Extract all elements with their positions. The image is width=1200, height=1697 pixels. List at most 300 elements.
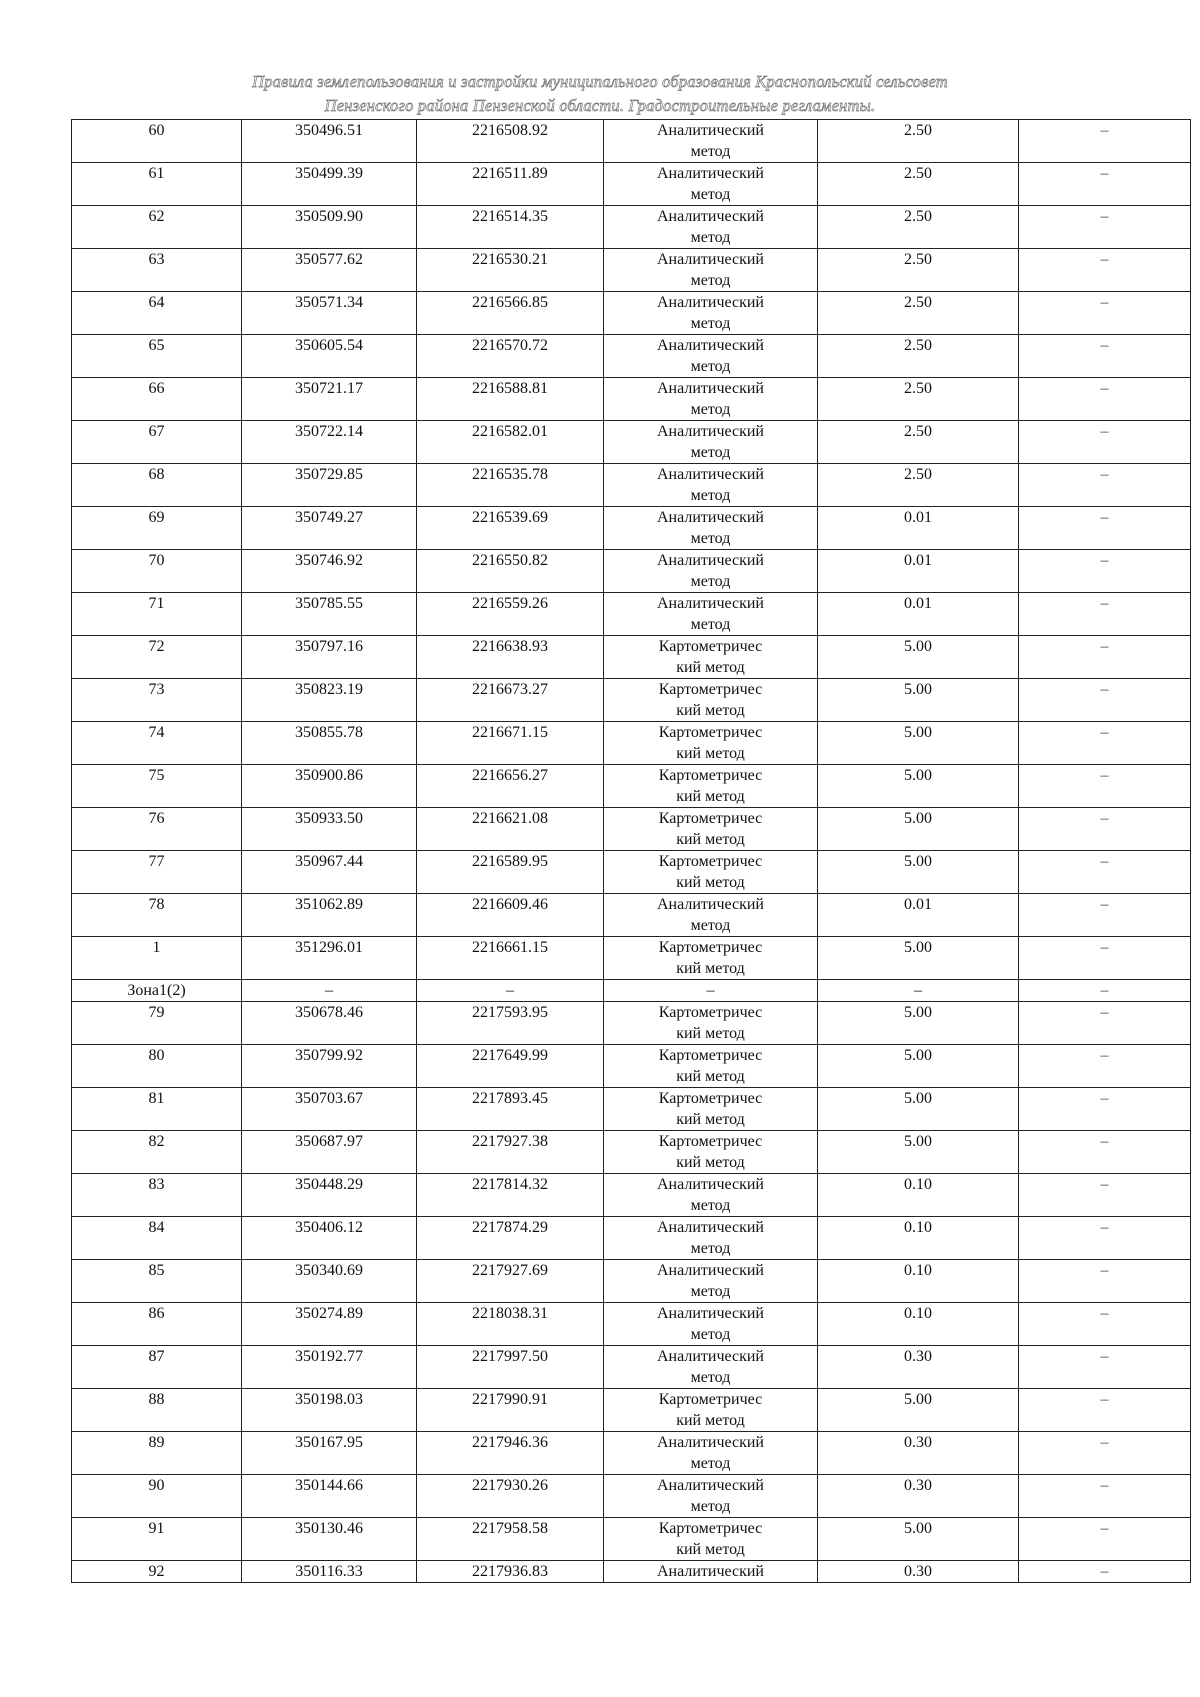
error-cell: 0.01 [818,550,1019,593]
description-cell: – [1019,1045,1191,1088]
x-coordinate-cell: 350577.62 [242,249,417,292]
error-cell: 2.50 [818,464,1019,507]
point-number-cell: 62 [72,206,242,249]
error-cell: 5.00 [818,808,1019,851]
point-number-cell: 77 [72,851,242,894]
method-line-1: Аналитический [656,1219,764,1236]
y-coordinate-cell: 2216582.01 [417,421,604,464]
description-cell: – [1019,894,1191,937]
description-cell: – [1019,1518,1191,1561]
method-cell [604,378,818,421]
description-cell: – [1019,507,1191,550]
method-line-1: Картометричес [658,939,763,956]
method-line-1: Картометричес [658,1391,763,1408]
error-cell: 5.00 [818,1518,1019,1561]
error-cell: 0.30 [818,1432,1019,1475]
table-row [72,1217,1191,1260]
error-cell: 0.01 [818,894,1019,937]
description-cell: – [1019,980,1191,1002]
y-coordinate-cell: 2216508.92 [417,120,604,163]
y-coordinate-cell: 2216566.85 [417,292,604,335]
table-row [72,335,1191,378]
method-cell [604,1518,818,1561]
description-cell: – [1019,722,1191,765]
method-line-2: кий метод [676,960,745,977]
table-row [72,1346,1191,1389]
error-cell: 0.01 [818,507,1019,550]
x-coordinate-cell: 350823.19 [242,679,417,722]
point-number-cell: 76 [72,808,242,851]
description-cell: – [1019,1088,1191,1131]
error-cell: 0.30 [818,1346,1019,1389]
description-cell: – [1019,765,1191,808]
table-row [72,120,1191,163]
y-coordinate-cell: 2216621.08 [417,808,604,851]
method-line-2: метод [690,186,731,203]
table-row [72,1088,1191,1131]
description-cell: – [1019,421,1191,464]
method-cell [604,851,818,894]
method-line-2: кий метод [676,1541,745,1558]
method-line-1: Аналитический [656,208,764,225]
description-cell: – [1019,1131,1191,1174]
y-coordinate-cell: 2216661.15 [417,937,604,980]
table-row [72,980,1191,1002]
method-line-1: Картометричес [658,1090,763,1107]
description-cell: – [1019,163,1191,206]
method-line-1: Аналитический [656,294,764,311]
method-line-1: Картометричес [658,1520,763,1537]
method-line-2: метод [690,1369,731,1386]
error-cell: 2.50 [818,206,1019,249]
method-line-1: Аналитический [656,122,764,139]
error-cell: 5.00 [818,851,1019,894]
table-row [72,163,1191,206]
table-row [72,1475,1191,1518]
y-coordinate-cell: 2217946.36 [417,1432,604,1475]
x-coordinate-cell: 350509.90 [242,206,417,249]
method-line-2: метод [690,917,731,934]
y-coordinate-cell: 2216535.78 [417,464,604,507]
document-header-line-2: Пензенского района Пензенской области. Градостроительные регламенты. [324,96,876,115]
x-coordinate-cell: 350571.34 [242,292,417,335]
method-cell [604,894,818,937]
table-row [72,1518,1191,1561]
method-line-2: кий метод [676,659,745,676]
point-number-cell: 73 [72,679,242,722]
method-line-1: Аналитический [656,595,764,612]
error-cell: 0.30 [818,1475,1019,1518]
point-number-cell: 67 [72,421,242,464]
method-line-2: метод [690,1455,731,1472]
method-line-1: Аналитический [656,423,764,440]
method-cell [604,1045,818,1088]
table-row [72,1260,1191,1303]
point-number-cell: 90 [72,1475,242,1518]
method-line-2: метод [690,1240,731,1257]
method-line-2: метод [690,1498,731,1515]
y-coordinate-cell: 2217958.58 [417,1518,604,1561]
description-cell: – [1019,550,1191,593]
method-line-2: метод [690,358,731,375]
table-row [72,421,1191,464]
point-number-cell: 78 [72,894,242,937]
description-cell: – [1019,292,1191,335]
method-line-2: метод [690,616,731,633]
method-line-1: Аналитический [656,380,764,397]
point-number-cell: 70 [72,550,242,593]
description-cell: – [1019,808,1191,851]
method-line-1: Аналитический [656,896,764,913]
x-coordinate-cell: 350722.14 [242,421,417,464]
error-cell: 5.00 [818,1131,1019,1174]
error-cell: 5.00 [818,1389,1019,1432]
point-number-cell: 1 [72,937,242,980]
y-coordinate-cell: 2216511.89 [417,163,604,206]
x-coordinate-cell: 350406.12 [242,1217,417,1260]
document-header-line-1: Правила землепользования и застройки муниципального образования Краснопольский сельсовет [252,72,948,91]
table-row [72,1303,1191,1346]
method-line-2: метод [690,1197,731,1214]
table-row [72,292,1191,335]
table-row [72,1432,1191,1475]
method-line-1: Картометричес [658,853,763,870]
method-line-1: Аналитический [656,165,764,182]
method-cell [604,163,818,206]
point-number-cell: 85 [72,1260,242,1303]
point-number-cell: 61 [72,163,242,206]
table-row [72,550,1191,593]
y-coordinate-cell: 2216656.27 [417,765,604,808]
method-line-2: метод [690,1326,731,1343]
method-line-1: Аналитический [656,251,764,268]
point-number-cell: 84 [72,1217,242,1260]
method-line-1: Картометричес [658,1133,763,1150]
method-line-1: Аналитический [656,552,764,569]
y-coordinate-cell: 2217990.91 [417,1389,604,1432]
error-cell: 5.00 [818,937,1019,980]
error-cell: 0.10 [818,1260,1019,1303]
point-number-cell: 89 [72,1432,242,1475]
method-line-2: кий метод [676,1025,745,1042]
point-number-cell: 71 [72,593,242,636]
method-cell [604,464,818,507]
x-coordinate-cell: 350721.17 [242,378,417,421]
y-coordinate-cell: – [417,980,604,1002]
error-cell: 5.00 [818,636,1019,679]
description-cell: – [1019,1475,1191,1518]
method-line-1: Аналитический [656,1305,764,1322]
point-number-cell: 83 [72,1174,242,1217]
method-line-2: метод [690,487,731,504]
description-cell: – [1019,1432,1191,1475]
method-cell [604,1002,818,1045]
point-number-cell: 72 [72,636,242,679]
x-coordinate-cell: 350687.97 [242,1131,417,1174]
method-cell [604,1432,818,1475]
table-row [72,636,1191,679]
method-line-2: метод [690,272,731,289]
table-row [72,464,1191,507]
method-line-2: метод [690,530,731,547]
coordinates-table-body [72,120,1191,1583]
point-number-cell: 87 [72,1346,242,1389]
table-row [72,1045,1191,1088]
x-coordinate-cell: 351296.01 [242,937,417,980]
method-line-2: кий метод [676,1111,745,1128]
x-coordinate-cell: 350678.46 [242,1002,417,1045]
method-line-1: Аналитический [656,1434,764,1451]
x-coordinate-cell: 350933.50 [242,808,417,851]
y-coordinate-cell: 2216530.21 [417,249,604,292]
y-coordinate-cell: 2216638.93 [417,636,604,679]
point-number-cell: 63 [72,249,242,292]
method-line-1: Картометричес [658,767,763,784]
table-row [72,722,1191,765]
x-coordinate-cell: 350797.16 [242,636,417,679]
method-line-2: метод [690,229,731,246]
x-coordinate-cell: 350198.03 [242,1389,417,1432]
y-coordinate-cell: 2216589.95 [417,851,604,894]
error-cell: 2.50 [818,335,1019,378]
point-number-cell: 64 [72,292,242,335]
method-cell [604,593,818,636]
point-number-cell: 74 [72,722,242,765]
point-number-cell: 82 [72,1131,242,1174]
x-coordinate-cell: 350499.39 [242,163,417,206]
method-line-2: кий метод [676,788,745,805]
method-line-1: Аналитический [656,1262,764,1279]
x-coordinate-cell: 350496.51 [242,120,417,163]
point-number-cell: 75 [72,765,242,808]
table-row [72,808,1191,851]
table-row [72,937,1191,980]
method-line-2: метод [690,143,731,160]
method-cell [604,421,818,464]
point-number-cell: Зона1(2) [72,980,242,1002]
method-cell [604,1475,818,1518]
table-row [72,765,1191,808]
method-cell [604,249,818,292]
method-cell [604,550,818,593]
y-coordinate-cell: 2217874.29 [417,1217,604,1260]
description-cell: – [1019,378,1191,421]
x-coordinate-cell: 350855.78 [242,722,417,765]
y-coordinate-cell: 2217930.26 [417,1475,604,1518]
description-cell: – [1019,335,1191,378]
method-cell [604,1088,818,1131]
y-coordinate-cell: 2217814.32 [417,1174,604,1217]
point-number-cell: 92 [72,1561,242,1583]
point-number-cell: 81 [72,1088,242,1131]
method-cell [604,808,818,851]
x-coordinate-cell: 350340.69 [242,1260,417,1303]
method-cell [604,765,818,808]
description-cell: – [1019,1346,1191,1389]
error-cell: 5.00 [818,1002,1019,1045]
table-row [72,1389,1191,1432]
description-cell: – [1019,1174,1191,1217]
table-row [72,593,1191,636]
point-number-cell: 66 [72,378,242,421]
method-line-2: метод [690,444,731,461]
y-coordinate-cell: 2216539.69 [417,507,604,550]
table-row [72,894,1191,937]
method-line-2: кий метод [676,874,745,891]
method-line-1: Аналитический [656,1348,764,1365]
error-cell: 2.50 [818,378,1019,421]
y-coordinate-cell: 2216570.72 [417,335,604,378]
x-coordinate-cell: – [242,980,417,1002]
description-cell: – [1019,1389,1191,1432]
method-cell [604,206,818,249]
method-line-1: Картометричес [658,1047,763,1064]
x-coordinate-cell: 350192.77 [242,1346,417,1389]
x-coordinate-cell: 350967.44 [242,851,417,894]
y-coordinate-cell: 2218038.31 [417,1303,604,1346]
error-cell: 2.50 [818,292,1019,335]
error-cell: 5.00 [818,679,1019,722]
y-coordinate-cell: 2216588.81 [417,378,604,421]
method-line-1: Аналитический [656,337,764,354]
description-cell: – [1019,679,1191,722]
table-row [72,378,1191,421]
method-line-1: Картометричес [658,681,763,698]
y-coordinate-cell: 2217927.38 [417,1131,604,1174]
method-line-1: Картометричес [658,724,763,741]
point-number-cell: 86 [72,1303,242,1346]
method-line-2: кий метод [676,745,745,762]
description-cell: – [1019,1217,1191,1260]
method-line-2: кий метод [676,1068,745,1085]
table-row [72,249,1191,292]
table-row [72,1131,1191,1174]
x-coordinate-cell: 350749.27 [242,507,417,550]
x-coordinate-cell: 350448.29 [242,1174,417,1217]
table-row [72,1174,1191,1217]
x-coordinate-cell: 350799.92 [242,1045,417,1088]
method-cell [604,120,818,163]
description-cell: – [1019,1303,1191,1346]
description-cell: – [1019,636,1191,679]
error-cell: 5.00 [818,1045,1019,1088]
point-number-cell: 88 [72,1389,242,1432]
method-line-2: метод [690,1283,731,1300]
y-coordinate-cell: 2216559.26 [417,593,604,636]
x-coordinate-cell: 350703.67 [242,1088,417,1131]
method-line-1: Картометричес [658,638,763,655]
error-cell: 5.00 [818,765,1019,808]
error-cell: 0.10 [818,1303,1019,1346]
x-coordinate-cell: 350729.85 [242,464,417,507]
x-coordinate-cell: 350167.95 [242,1432,417,1475]
point-number-cell: 80 [72,1045,242,1088]
description-cell: – [1019,593,1191,636]
y-coordinate-cell: 2217593.95 [417,1002,604,1045]
error-cell: 2.50 [818,120,1019,163]
method-line-1: Картометричес [658,1004,763,1021]
y-coordinate-cell: 2216514.35 [417,206,604,249]
y-coordinate-cell: 2217649.99 [417,1045,604,1088]
method-line-1: – [706,982,715,999]
x-coordinate-cell: 350274.89 [242,1303,417,1346]
y-coordinate-cell: 2216550.82 [417,550,604,593]
method-cell [604,1217,818,1260]
method-cell [604,1174,818,1217]
description-cell: – [1019,937,1191,980]
error-cell: 2.50 [818,249,1019,292]
coordinates-table [71,119,1191,1583]
y-coordinate-cell: 2216673.27 [417,679,604,722]
error-cell: 5.00 [818,1088,1019,1131]
point-number-cell: 91 [72,1518,242,1561]
description-cell: – [1019,1002,1191,1045]
description-cell: – [1019,120,1191,163]
y-coordinate-cell: 2217927.69 [417,1260,604,1303]
method-cell [604,679,818,722]
method-line-2: кий метод [676,1154,745,1171]
method-cell [604,1346,818,1389]
description-cell: – [1019,249,1191,292]
description-cell: – [1019,206,1191,249]
description-cell: – [1019,1561,1191,1583]
error-cell: 0.10 [818,1174,1019,1217]
y-coordinate-cell: 2216671.15 [417,722,604,765]
method-cell [604,980,818,1002]
method-cell [604,722,818,765]
method-line-1: Картометричес [658,810,763,827]
table-row [72,1002,1191,1045]
x-coordinate-cell: 350900.86 [242,765,417,808]
x-coordinate-cell: 350116.33 [242,1561,417,1583]
error-cell: 0.10 [818,1217,1019,1260]
x-coordinate-cell: 350785.55 [242,593,417,636]
x-coordinate-cell: 350130.46 [242,1518,417,1561]
method-line-1: Аналитический [656,1477,764,1494]
table-row [72,851,1191,894]
method-cell [604,1131,818,1174]
point-number-cell: 60 [72,120,242,163]
error-cell: 2.50 [818,421,1019,464]
method-cell [604,1303,818,1346]
method-line-2: кий метод [676,702,745,719]
description-cell: – [1019,1260,1191,1303]
x-coordinate-cell: 350144.66 [242,1475,417,1518]
method-line-1: Аналитический [656,509,764,526]
method-line-2: кий метод [676,1412,745,1429]
method-cell [604,937,818,980]
method-cell [604,1561,818,1583]
error-cell: 5.00 [818,722,1019,765]
table-row [72,679,1191,722]
error-cell: 0.01 [818,593,1019,636]
method-line-1: Аналитический [656,1176,764,1193]
y-coordinate-cell: 2217997.50 [417,1346,604,1389]
y-coordinate-cell: 2216609.46 [417,894,604,937]
method-cell [604,335,818,378]
error-cell: 2.50 [818,163,1019,206]
table-row [72,206,1191,249]
y-coordinate-cell: 2217936.83 [417,1561,604,1583]
point-number-cell: 79 [72,1002,242,1045]
method-line-2: метод [690,573,731,590]
method-line-1: Аналитический [656,466,764,483]
method-line-2: метод [690,401,731,418]
table-row [72,507,1191,550]
method-cell [604,1389,818,1432]
table-row [72,1561,1191,1583]
error-cell: – [818,980,1019,1002]
